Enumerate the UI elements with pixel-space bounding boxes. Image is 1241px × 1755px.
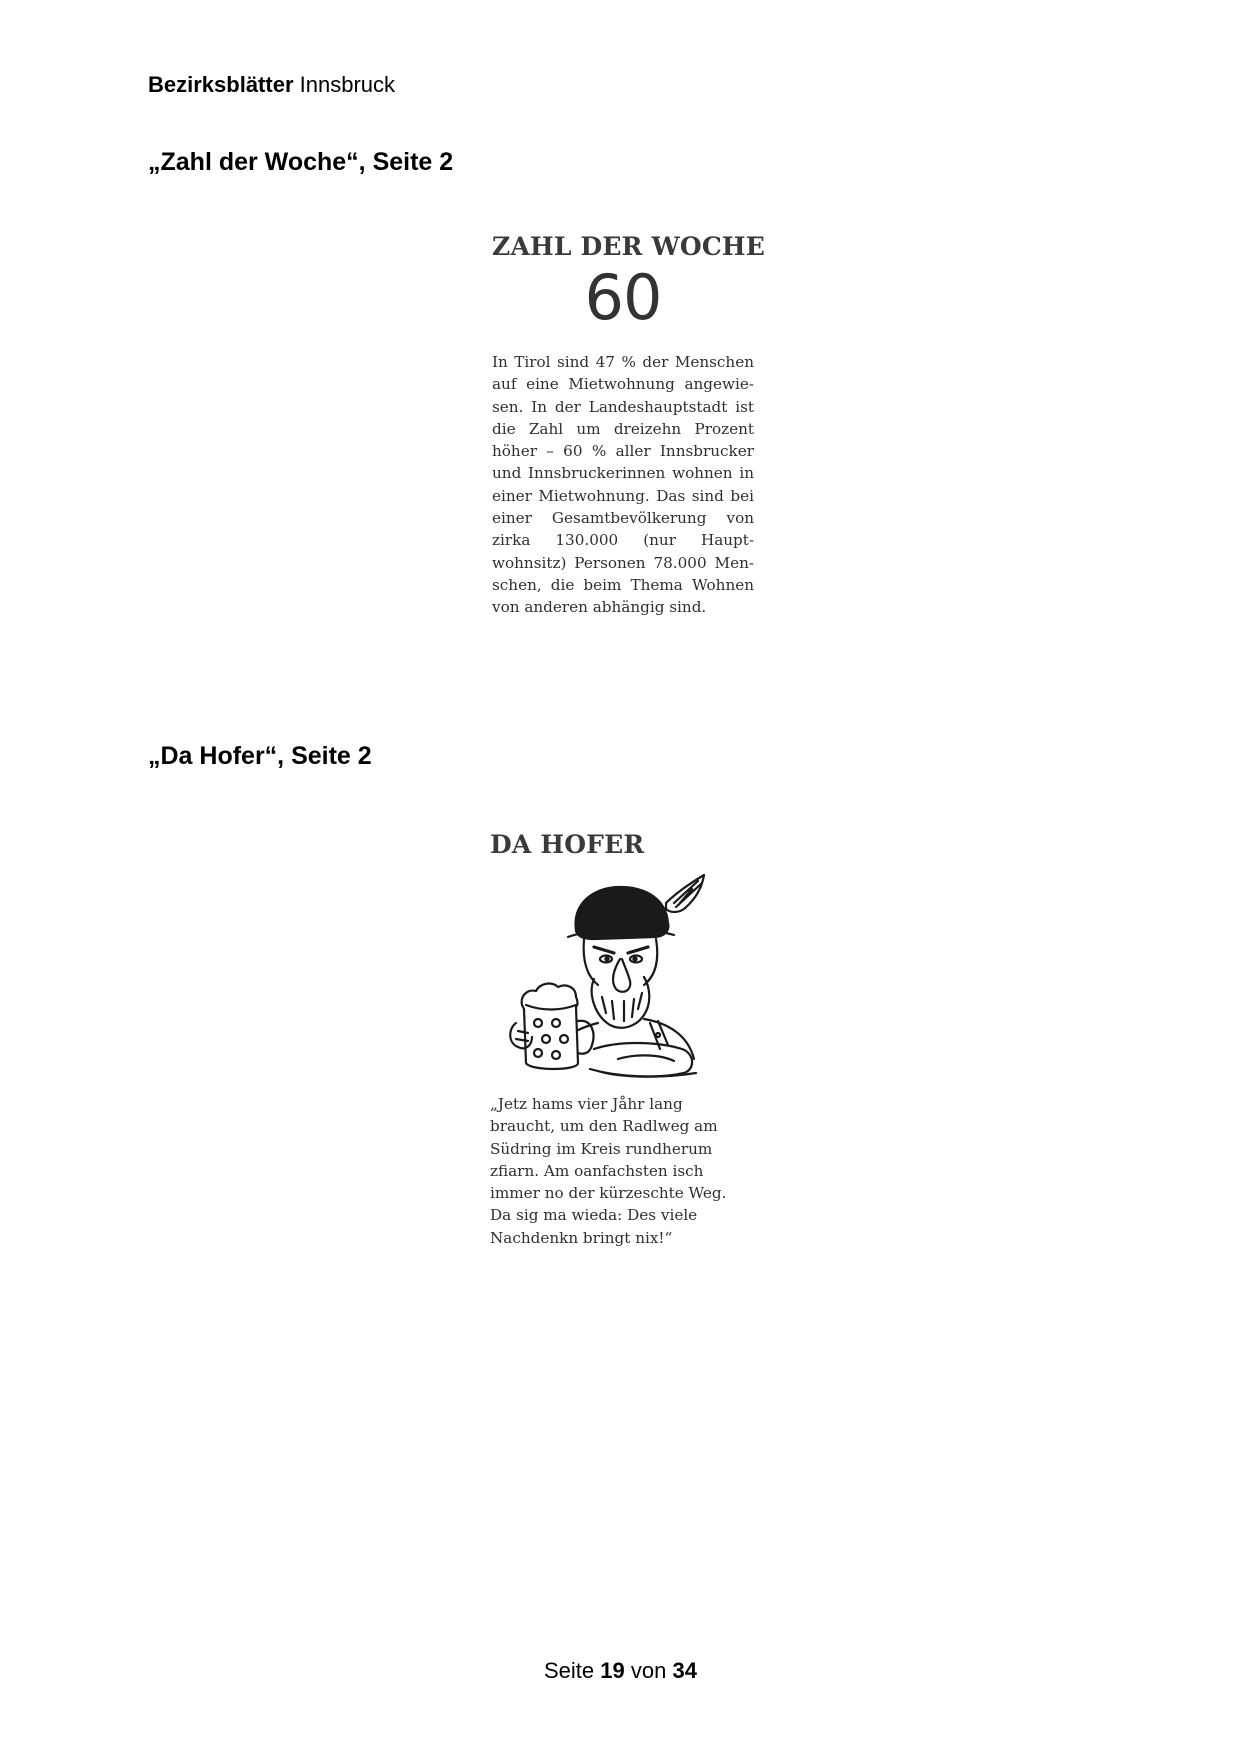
section-heading-da-hofer: „Da Hofer“, Seite 2: [148, 742, 372, 770]
clipping-da-hofer: [490, 830, 752, 1249]
clip-body-text: [492, 351, 754, 619]
footer-prefix: Seite: [544, 1658, 595, 1683]
footer-total-pages: 34: [672, 1658, 697, 1683]
clip-quote-text: [490, 1093, 752, 1249]
footer-current-page: 19: [600, 1658, 625, 1683]
featured-number: 60: [584, 261, 662, 334]
clip-quote: „Jetz hams vier Jåhr lang braucht, um den Radlweg am Südring im Kreis rundherum zfiarn. Am oanfachsten isch immer no der kürzeschte Weg. Da sig ma wieda: Des viele Nachdenkn bringt nix!“: [490, 1095, 727, 1247]
header-brand-rest: Innsbruck: [299, 72, 396, 97]
page-number-footer: [0, 1658, 1241, 1684]
footer-middle: von: [630, 1658, 667, 1683]
document-header: [148, 72, 395, 98]
clip-paragraph: In Tirol sind 47 % der Menschen auf eine Mietwohnung angewie-sen. In der Landeshauptstadt ist die Zahl um dreizehn Prozent höher – 60 % aller Innsbrucker und Innsbruckerinnen wohnen in einer Mietwohnung. Das sind bei einer Gesamtbevölkerung von zirka 130.000 (nur Haupt-wohnsitz) Personen 78.000 Men-schen, die beim Thema Wohnen von anderen abhängig sind.: [492, 353, 754, 617]
hofer-cartoon-illustration: [498, 873, 728, 1083]
clipping-zahl-der-woche: [492, 232, 765, 619]
clip-title: ZAHL DER WOCHE: [492, 232, 765, 261]
clip-title: DA HOFER: [490, 830, 645, 859]
section-heading-zahl-der-woche: „Zahl der Woche“, Seite 2: [148, 148, 454, 176]
header-brand-bold: Bezirksblätter: [148, 72, 294, 97]
